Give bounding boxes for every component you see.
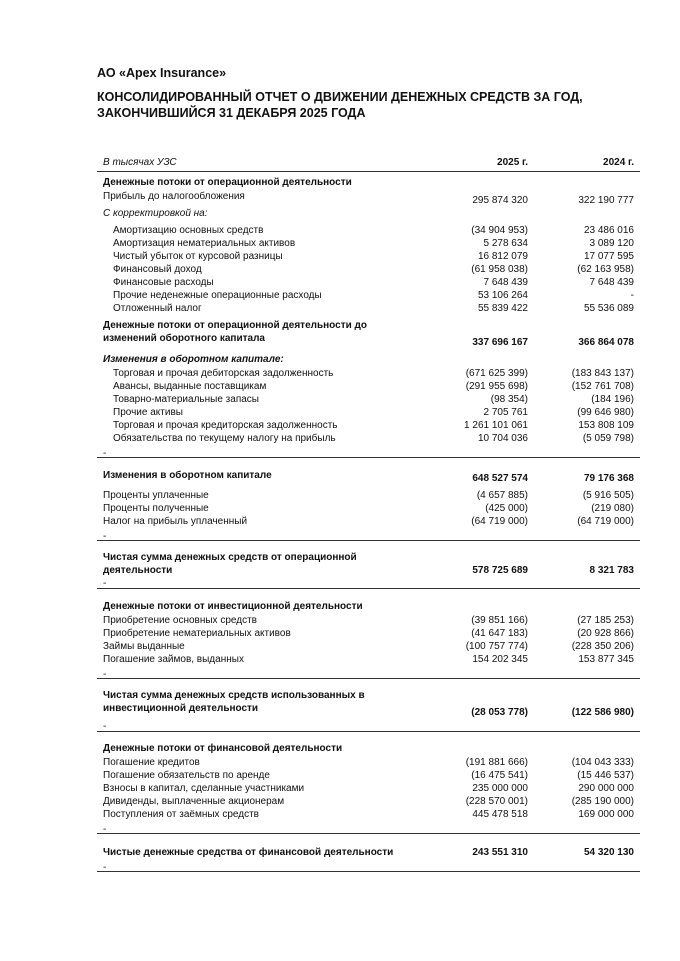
value-2024: (228 350 206) bbox=[571, 641, 634, 652]
section-rule bbox=[97, 871, 640, 872]
section-rule bbox=[97, 588, 640, 589]
value-2025: 648 527 574 bbox=[472, 473, 528, 484]
value-2025: (425 000) bbox=[485, 503, 528, 514]
value-2024: (5 916 505) bbox=[582, 490, 634, 501]
section-rule bbox=[97, 678, 640, 679]
separator-dash: - bbox=[103, 824, 107, 835]
report-title bbox=[97, 90, 617, 121]
row-label: С корректировкой на: bbox=[103, 208, 208, 219]
value-2025: 53 106 264 bbox=[477, 290, 528, 301]
value-2025: (100 757 774) bbox=[465, 641, 528, 652]
value-2025: (39 851 166) bbox=[471, 615, 528, 626]
row-label: Поступления от заёмных средств bbox=[103, 809, 259, 820]
row-label: Изменения в оборотном капитале bbox=[103, 470, 272, 481]
row-label: Взносы в капитал, сделанные участниками bbox=[103, 783, 305, 794]
row-label: Погашение кредитов bbox=[103, 757, 200, 768]
row-label: Торговая и прочая дебиторская задолженность bbox=[113, 368, 334, 379]
row-label: Чистая сумма денежных средств от операционной bbox=[103, 552, 357, 563]
value-2025: 445 478 518 bbox=[472, 809, 528, 820]
row-label: Денежные потоки от операционной деятельности до bbox=[103, 320, 367, 331]
row-label: Погашение обязательств по аренде bbox=[103, 770, 270, 781]
row-label: Денежные потоки от финансовой деятельности bbox=[103, 743, 343, 754]
value-2024: 366 864 078 bbox=[578, 337, 634, 348]
row-label: Погашение займов, выданных bbox=[103, 654, 244, 665]
row-label: Проценты уплаченные bbox=[103, 490, 209, 501]
section-rule bbox=[97, 540, 640, 541]
value-2025: (16 475 541) bbox=[471, 770, 528, 781]
value-2025: 55 839 422 bbox=[477, 303, 528, 314]
row-label: Денежные потоки от операционной деятельности bbox=[103, 177, 352, 188]
value-2025: (4 657 885) bbox=[476, 490, 528, 501]
value-2024: 79 176 368 bbox=[583, 473, 634, 484]
row-label-continued: деятельности bbox=[103, 565, 173, 576]
value-2024: 290 000 000 bbox=[578, 783, 634, 794]
report-title-line-2: ЗАКОНЧИВШИЙСЯ 31 ДЕКАБРЯ 2025 ГОДА bbox=[97, 105, 366, 120]
value-2025: (28 053 778) bbox=[471, 707, 528, 718]
row-label: Отложенный налог bbox=[113, 303, 202, 314]
value-2024: 169 000 000 bbox=[578, 809, 634, 820]
value-2024: (64 719 000) bbox=[577, 516, 634, 527]
value-2024: (285 190 000) bbox=[571, 796, 634, 807]
row-label: Амортизация нематериальных активов bbox=[113, 238, 296, 249]
value-2024: (122 586 980) bbox=[571, 707, 634, 718]
value-2024: (62 163 958) bbox=[577, 264, 634, 275]
separator-dash: - bbox=[103, 862, 107, 873]
value-2024: 322 190 777 bbox=[578, 195, 634, 206]
units-label: В тысячах УЗС bbox=[103, 157, 177, 168]
value-2024: 3 089 120 bbox=[589, 238, 634, 249]
row-label-continued: инвестиционной деятельности bbox=[103, 703, 259, 714]
row-label: Финансовый доход bbox=[113, 264, 202, 275]
section-rule bbox=[97, 731, 640, 732]
value-2025: (291 955 698) bbox=[465, 381, 528, 392]
value-2025: 337 696 167 bbox=[472, 337, 528, 348]
separator-dash: - bbox=[103, 669, 107, 680]
row-label: Финансовые расходы bbox=[113, 277, 214, 288]
report-title-line-1: КОНСОЛИДИРОВАННЫЙ ОТЧЕТ О ДВИЖЕНИИ ДЕНЕЖНЫХ СРЕДСТВ ЗА ГОД, bbox=[97, 90, 583, 104]
value-2024: (20 928 866) bbox=[577, 628, 634, 639]
value-2024: (219 080) bbox=[591, 503, 634, 514]
value-2024: (27 185 253) bbox=[577, 615, 634, 626]
column-header-2025: 2025 г. bbox=[497, 157, 528, 168]
value-2025: 578 725 689 bbox=[472, 565, 528, 576]
value-2024: (183 843 137) bbox=[571, 368, 634, 379]
value-2024: 55 536 089 bbox=[583, 303, 634, 314]
value-2025: (98 354) bbox=[490, 394, 528, 405]
value-2024: 153 877 345 bbox=[578, 654, 634, 665]
value-2025: (671 625 399) bbox=[465, 368, 528, 379]
value-2025: 7 648 439 bbox=[483, 277, 528, 288]
row-label: Приобретение основных средств bbox=[103, 615, 257, 626]
section-rule bbox=[97, 457, 640, 458]
value-2025: (41 647 183) bbox=[471, 628, 528, 639]
row-label: Займы выданные bbox=[103, 641, 185, 652]
section-rule bbox=[97, 833, 640, 834]
row-label: Прибыль до налогообложения bbox=[103, 191, 245, 202]
value-2024: - bbox=[630, 290, 634, 301]
value-2024: (152 761 708) bbox=[571, 381, 634, 392]
row-label: Прочие неденежные операционные расходы bbox=[113, 290, 322, 301]
row-label: Изменения в оборотном капитале: bbox=[103, 354, 284, 365]
value-2025: (61 958 038) bbox=[471, 264, 528, 275]
row-label: Приобретение нематериальных активов bbox=[103, 628, 291, 639]
value-2024: 7 648 439 bbox=[589, 277, 634, 288]
value-2025: (34 904 953) bbox=[471, 225, 528, 236]
value-2025: 1 261 101 061 bbox=[464, 420, 528, 431]
row-label: Прочие активы bbox=[113, 407, 183, 418]
value-2025: 2 705 761 bbox=[483, 407, 528, 418]
value-2025: (191 881 666) bbox=[465, 757, 528, 768]
column-header-2024: 2024 г. bbox=[603, 157, 634, 168]
row-label: Чистые денежные средства от финансовой деятельности bbox=[103, 847, 394, 858]
value-2025: 10 704 036 bbox=[477, 433, 528, 444]
row-label: Торговая и прочая кредиторская задолженность bbox=[113, 420, 338, 431]
value-2024: (184 196) bbox=[591, 394, 634, 405]
row-label: Дивиденды, выплаченные акционерам bbox=[103, 796, 285, 807]
row-label-continued: изменений оборотного капитала bbox=[103, 333, 265, 344]
separator-dash: - bbox=[103, 721, 107, 732]
row-label: Обязательства по текущему налогу на прибыль bbox=[113, 433, 336, 444]
value-2025: (64 719 000) bbox=[471, 516, 528, 527]
value-2024: (104 043 333) bbox=[571, 757, 634, 768]
header-rule bbox=[97, 171, 640, 172]
value-2025: (228 570 001) bbox=[465, 796, 528, 807]
value-2025: 295 874 320 bbox=[472, 195, 528, 206]
value-2024: (15 446 537) bbox=[577, 770, 634, 781]
separator-dash: - bbox=[103, 448, 107, 459]
value-2024: 54 320 130 bbox=[583, 847, 634, 858]
separator-dash: - bbox=[103, 578, 107, 589]
row-label: Чистый убыток от курсовой разницы bbox=[113, 251, 283, 262]
row-label: Амортизацию основных средств bbox=[113, 225, 264, 236]
company-name: АО «Apex Insurance» bbox=[97, 66, 227, 80]
value-2024: (5 059 798) bbox=[582, 433, 634, 444]
value-2024: 8 321 783 bbox=[589, 565, 634, 576]
value-2025: 5 278 634 bbox=[483, 238, 528, 249]
row-label: Налог на прибыль уплаченный bbox=[103, 516, 248, 527]
value-2025: 154 202 345 bbox=[472, 654, 528, 665]
value-2024: (99 646 980) bbox=[577, 407, 634, 418]
value-2024: 153 808 109 bbox=[578, 420, 634, 431]
value-2024: 17 077 595 bbox=[583, 251, 634, 262]
value-2025: 235 000 000 bbox=[472, 783, 528, 794]
row-label: Денежные потоки от инвестиционной деятельности bbox=[103, 601, 363, 612]
row-label: Чистая сумма денежных средств использованных в bbox=[103, 690, 365, 701]
row-label: Товарно-материальные запасы bbox=[113, 394, 259, 405]
value-2024: 23 486 016 bbox=[583, 225, 634, 236]
separator-dash: - bbox=[103, 531, 107, 542]
row-label: Проценты полученные bbox=[103, 503, 209, 514]
value-2025: 243 551 310 bbox=[472, 847, 528, 858]
row-label: Авансы, выданные поставщикам bbox=[113, 381, 267, 392]
value-2025: 16 812 079 bbox=[477, 251, 528, 262]
